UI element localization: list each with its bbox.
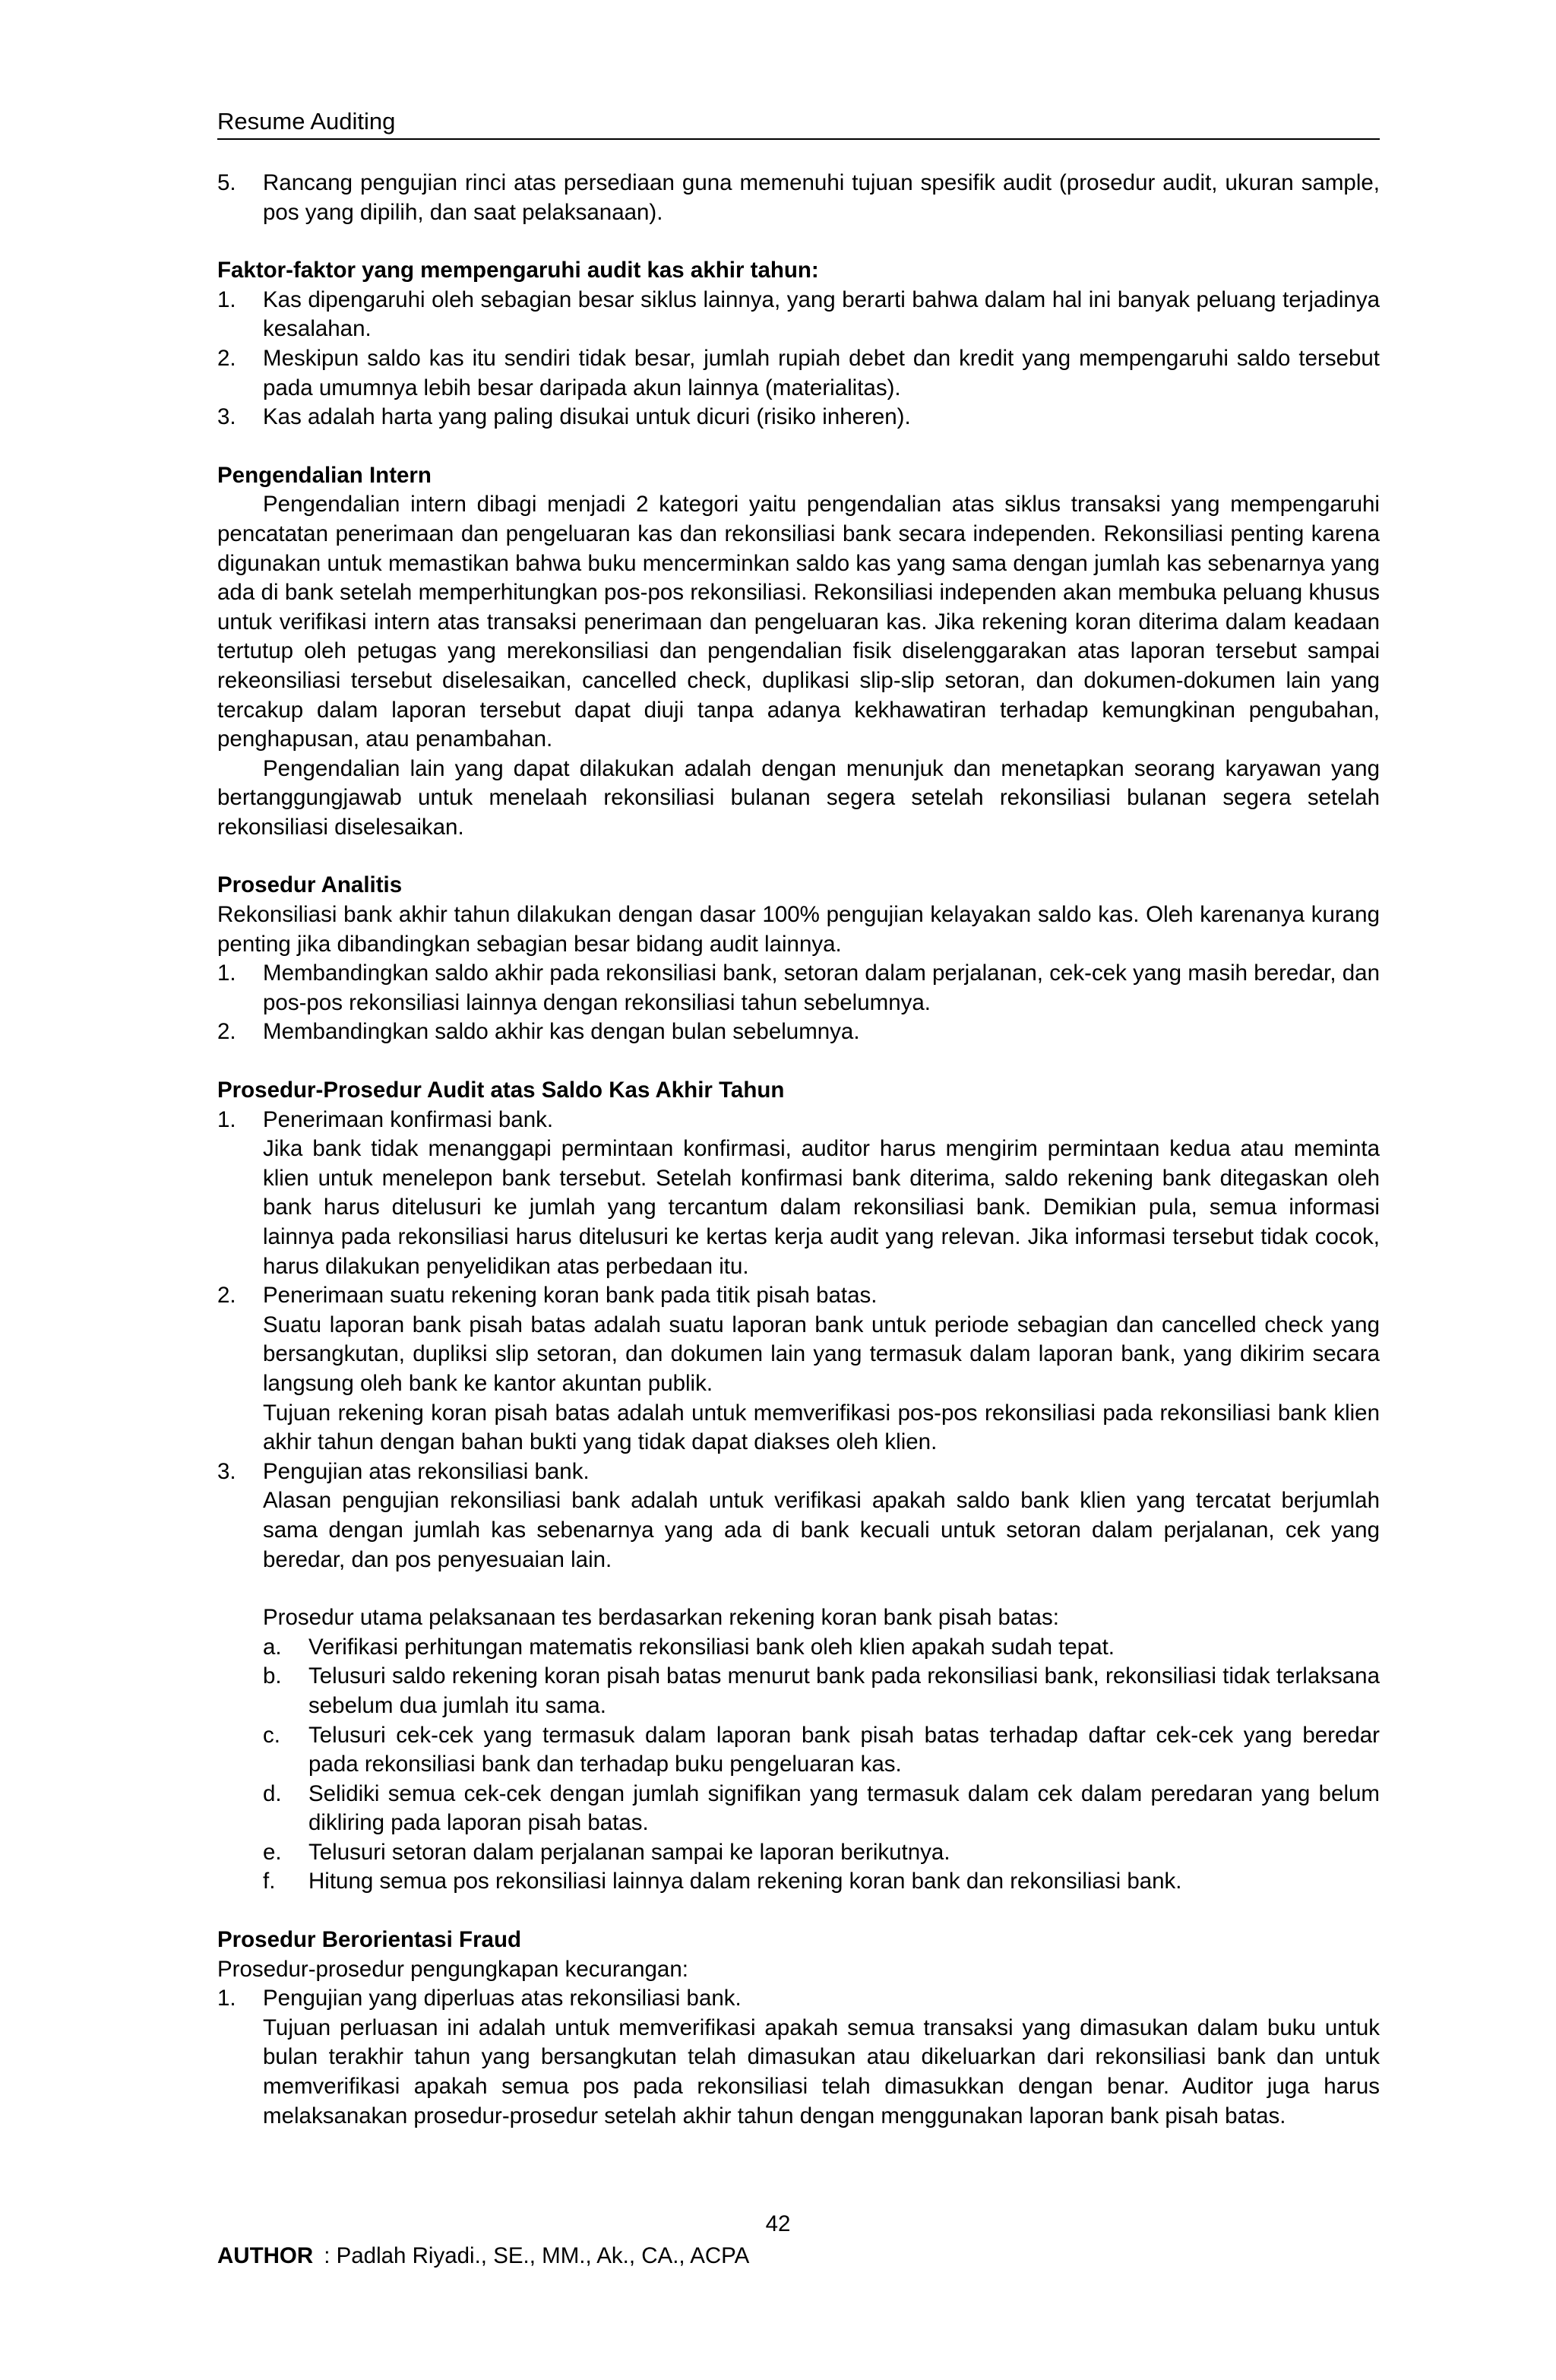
list-item xyxy=(217,1281,1380,1311)
item-title: Pengujian atas rekonsiliasi bank. xyxy=(263,1458,590,1484)
item-text: Selidiki semua cek-cek dengan jumlah signifikan yang termasuk dalam cek dalam peredaran yang belum dikliring pada laporan pisah batas. xyxy=(308,1780,1380,1836)
item-text: Kas dipengaruhi oleh sebagian besar siklus lainnya, yang berarti bahwa dalam hal ini banyak peluang terjadinya kesalahan. xyxy=(263,286,1380,342)
list-item xyxy=(217,169,1380,227)
item-title: Pengujian yang diperluas atas rekonsiliasi bank. xyxy=(263,1986,742,2011)
item-text: Kas adalah harta yang paling disukai untuk dicuri (risiko inheren). xyxy=(263,404,911,430)
item-number: 1. xyxy=(217,286,236,312)
item-body: Suatu laporan bank pisah batas adalah suatu laporan bank untuk periode sebagian dan cancelled check yang bersangkutan, dupliksi slip setoran, dan dokumen lain yang termasuk dalam laporan bank, yang dikirim secara langsung oleh bank ke kantor akuntan publik. xyxy=(263,1312,1380,1396)
item-number: 2. xyxy=(217,345,236,371)
item-text: Telusuri saldo rekening koran pisah batas menurut bank pada rekonsiliasi bank, rekonsiliasi tidak terlaksana sebelum dua jumlah itu sama. xyxy=(308,1663,1380,1718)
document-page xyxy=(217,106,1380,2131)
item-letter: e. xyxy=(263,1839,282,1865)
author-name: : Padlah Riyadi., SE., MM., Ak., CA., ACPA xyxy=(324,2243,750,2268)
item-text: Membandingkan saldo akhir kas dengan bulan sebelumnya. xyxy=(263,1019,860,1045)
item-body: Alasan pengujian rekonsiliasi bank adalah untuk verifikasi apakah saldo bank klien yang tercatat berjumlah sama dengan jumlah kas sebenarnya yang ada di bank kecuali untuk setoran dalam perjalanan, cek yang beredar, dan pos penyesuaian lain. xyxy=(263,1488,1380,1572)
list-item xyxy=(217,1018,1380,1047)
sub-list-item xyxy=(217,1838,1380,1868)
paragraph: Pengendalian intern dibagi menjadi 2 kategori yaitu pengendalian atas siklus transaksi yang mempengaruhi pencatatan penerimaan dan pengeluaran kas dan rekonsiliasi bank secara independen. Rekonsiliasi penting karena digunakan untuk memastikan bahwa buku mencerminkan saldo kas yang sama dengan jumlah kas sebenarnya yang ada di bank setelah memperhitungkan pos-pos rekonsiliasi. Rekonsiliasi independen akan membuka peluang khusus untuk verifikasi intern atas transaksi penerimaan dan pengeluaran kas. Jika rekening koran diterima dalam keadaan tertutup oleh petugas yang merekonsiliasi dan pengendalian fisik diselenggarakan atas laporan tersebut sampai rekeonsiliasi tersebut diselesaikan, cancelled check, duplikasi slip-slip setoran, dan dokumen-dokumen lain yang tercakup dalam laporan tersebut dapat diuji tanpa adanya kekhawatiran terhadap kemungkinan pengubahan, penghapusan, atau penambahan. xyxy=(217,492,1380,752)
item-number: 5. xyxy=(217,170,236,195)
sub-list-item xyxy=(217,1867,1380,1897)
running-header: Resume Auditing xyxy=(217,106,1380,140)
list-item xyxy=(217,403,1380,432)
list-item xyxy=(217,1984,1380,2014)
item-letter: d. xyxy=(263,1780,282,1806)
list-item xyxy=(217,344,1380,403)
item-letter: f. xyxy=(263,1869,276,1894)
list-item xyxy=(217,959,1380,1018)
paragraph: Rekonsiliasi bank akhir tahun dilakukan dengan dasar 100% pengujian kelayakan saldo kas. Oleh karenanya kurang penting jika dibandingkan sebagian besar bidang audit lainnya. xyxy=(217,902,1380,957)
item-text: Verifikasi perhitungan matematis rekonsiliasi bank oleh klien apakah sudah tepat. xyxy=(308,1634,1115,1660)
section-heading-prosedur: Prosedur-Prosedur Audit atas Saldo Kas Akhir Tahun xyxy=(217,1078,785,1103)
sub-list-item xyxy=(217,1662,1380,1720)
item-body: Jika bank tidak menanggapi permintaan konfirmasi, auditor harus mengirim permintaan kedua atau meminta klien untuk menelepon bank tersebut. Setelah konfirmasi bank diterima, saldo rekening bank ditegaskan oleh bank harus ditelusuri ke jumlah yang tercantum dalam rekonsiliasi bank. Demikian pula, semua informasi lainnya pada rekonsiliasi harus ditelusuri ke kertas kerja audit yang relevan. Jika informasi tersebut tidak cocok, harus dilakukan penyelidikan atas perbedaan itu. xyxy=(263,1136,1380,1279)
item-body: Tujuan perluasan ini adalah untuk memverifikasi apakah semua transaksi yang dimasukan dalam buku untuk bulan terakhir tahun yang bersangkutan telah dimasukan atau dikeluarkan dari rekonsiliasi bank dan untuk memverifikasi apakah semua pos pada rekonsiliasi telah dimasukkan dengan benar. Auditor juga harus melaksanakan prosedur-prosedur setelah akhir tahun dengan menggunakan laporan bank pisah batas. xyxy=(263,2014,1380,2128)
author-line xyxy=(217,2242,749,2271)
item-text: Telusuri setoran dalam perjalanan sampai ke laporan berikutnya. xyxy=(308,1839,950,1865)
item-text: Telusuri cek-cek yang termasuk dalam laporan bank pisah batas terhadap daftar cek-cek yang beredar pada rekonsiliasi bank dan terhadap buku pengeluaran kas. xyxy=(308,1722,1380,1777)
item-letter: c. xyxy=(263,1722,280,1748)
item-text: Rancang pengujian rinci atas persediaan guna memenuhi tujuan spesifik audit (prosedur audit, ukuran sample, pos yang dipilih, dan saat pelaksanaan). xyxy=(263,170,1380,225)
item-number: 3. xyxy=(217,1458,236,1484)
paragraph: Pengendalian lain yang dapat dilakukan adalah dengan menunjuk dan menetapkan seorang karyawan yang bertanggungjawab untuk menelaah rekonsiliasi bulanan segera setelah rekonsiliasi bulanan segera setelah rekonsiliasi diselesaikan. xyxy=(217,755,1380,840)
section-heading-faktor: Faktor-faktor yang mempengaruhi audit kas akhir tahun: xyxy=(217,258,819,283)
item-number: 2. xyxy=(217,1019,236,1045)
item-number: 1. xyxy=(217,1986,236,2011)
section-heading-analitis: Prosedur Analitis xyxy=(217,872,403,898)
sub-list-item xyxy=(217,1721,1380,1780)
paragraph: Prosedur-prosedur pengungkapan kecurangan: xyxy=(217,1956,688,1982)
section-heading-pengendalian: Pengendalian Intern xyxy=(217,462,432,488)
item-text: Meskipun saldo kas itu sendiri tidak besar, jumlah rupiah debet dan kredit yang mempengaruhi saldo tersebut pada umumnya lebih besar daripada akun lainnya (materialitas). xyxy=(263,345,1380,400)
item-letter: b. xyxy=(263,1663,282,1689)
item-title: Penerimaan suatu rekening koran bank pada titik pisah batas. xyxy=(263,1283,878,1309)
page-number: 42 xyxy=(765,2211,791,2236)
sub-list-item xyxy=(217,1780,1380,1838)
item-number: 1. xyxy=(217,1106,236,1132)
author-label: AUTHOR xyxy=(217,2243,314,2268)
item-text: Hitung semua pos rekonsiliasi lainnya dalam rekening koran bank dan rekonsiliasi bank. xyxy=(308,1869,1182,1894)
list-item xyxy=(217,1457,1380,1487)
item-body: Prosedur utama pelaksanaan tes berdasarkan rekening koran bank pisah batas: xyxy=(263,1605,1059,1631)
item-number: 3. xyxy=(217,404,236,430)
item-number: 2. xyxy=(217,1283,236,1309)
section-heading-fraud: Prosedur Berorientasi Fraud xyxy=(217,1927,521,1953)
item-title: Penerimaan konfirmasi bank. xyxy=(263,1106,554,1132)
item-letter: a. xyxy=(263,1634,282,1660)
list-item xyxy=(217,1106,1380,1135)
sub-list-item xyxy=(217,1633,1380,1663)
item-text: Membandingkan saldo akhir pada rekonsiliasi bank, setoran dalam perjalanan, cek-cek yang masih beredar, dan pos-pos rekonsiliasi lainnya dengan rekonsiliasi tahun sebelumnya. xyxy=(263,961,1380,1015)
list-item xyxy=(217,286,1380,344)
item-number: 1. xyxy=(217,961,236,986)
item-body: Tujuan rekening koran pisah batas adalah untuk memverifikasi pos-pos rekonsiliasi pada rekonsiliasi bank klien akhir tahun dengan bahan bukti yang tidak dapat diakses oleh klien. xyxy=(263,1400,1380,1455)
